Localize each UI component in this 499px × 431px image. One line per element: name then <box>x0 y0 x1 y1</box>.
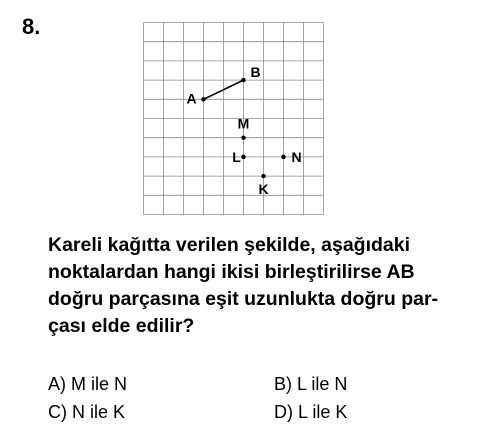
question-line: noktalardan hangi ikisi birleştirilirse AB <box>48 261 415 283</box>
point-a <box>201 97 205 101</box>
point-m <box>241 136 245 140</box>
question-number: 8. <box>22 14 41 39</box>
option-c[interactable]: C) N ile K <box>48 402 126 422</box>
point-label-a: A <box>186 90 197 107</box>
point-b <box>241 78 245 82</box>
question-line: Kareli kağıtta verilen şekilde, aşağıdaki <box>48 234 411 256</box>
question-line: çası elde edilir? <box>48 315 195 337</box>
grid-figure <box>143 22 324 214</box>
point-label-b: B <box>250 64 261 81</box>
question-text <box>48 232 478 340</box>
option-d[interactable]: D) L ile K <box>274 402 348 422</box>
option-a[interactable]: A) M ile N <box>48 374 128 394</box>
point-label-m: M <box>237 115 250 132</box>
point-label-k: K <box>258 181 269 198</box>
option-b[interactable]: B) L ile N <box>274 374 348 394</box>
point-label-l: L <box>232 148 241 165</box>
point-l <box>241 155 245 159</box>
point-label-n: N <box>291 148 302 165</box>
point-n <box>281 155 285 159</box>
point-k <box>261 174 265 178</box>
question-line: doğru parçasına eşit uzunlukta doğru par- <box>48 288 439 310</box>
